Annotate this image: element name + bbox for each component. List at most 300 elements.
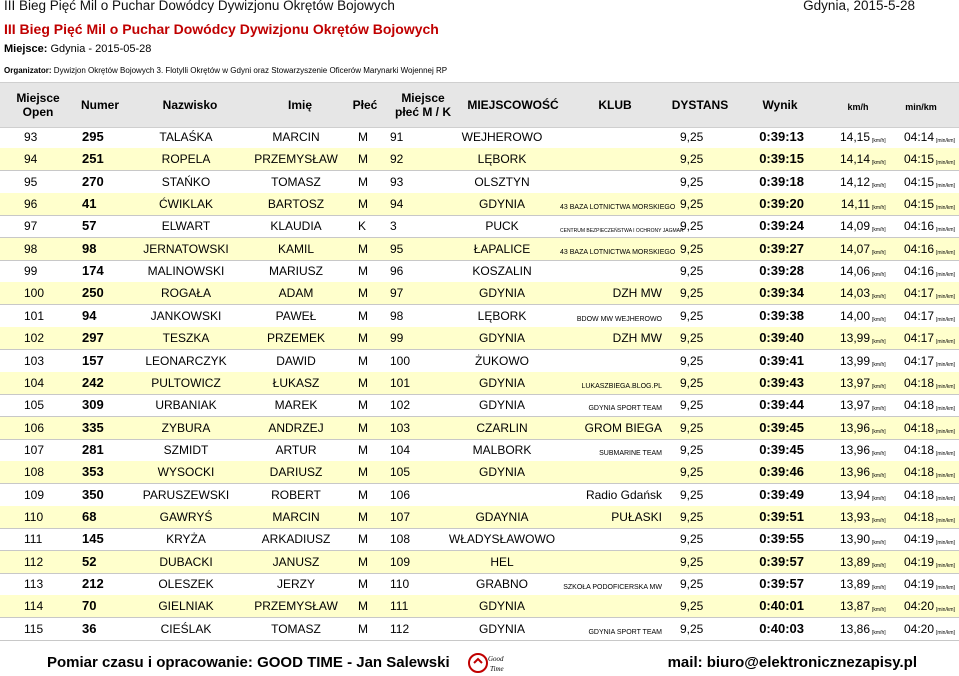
cell-place: 104 — [24, 375, 45, 390]
cell-place: 113 — [24, 577, 44, 591]
table-row — [0, 171, 959, 194]
top-bar — [0, 0, 959, 14]
table-row — [0, 528, 959, 551]
cell-result: 0:39:45 — [759, 419, 804, 435]
cell-kmh: 13,96 — [839, 465, 870, 480]
cell-sex: M — [358, 487, 368, 502]
cell-city: WŁADYSŁAWOWO — [448, 532, 556, 547]
cell-place: 96 — [24, 197, 38, 212]
cell-place: 103 — [24, 353, 45, 368]
cell-unit-kmh: [km/h] — [872, 205, 886, 212]
cell-kmh: 13,99 — [839, 331, 870, 346]
cell-result: 0:39:43 — [759, 374, 804, 390]
cell-unit-kmh: [km/h] — [872, 182, 886, 189]
header-place: Miejsce Open — [16, 91, 60, 119]
cell-firstname: ANDRZEJ — [268, 420, 324, 435]
cell-club: PUŁASKI — [611, 509, 662, 524]
table-row — [0, 551, 959, 574]
cell-sex: M — [358, 398, 368, 413]
table-row — [0, 238, 959, 261]
cell-club: DZH MW — [612, 331, 662, 346]
cell-number: 98 — [82, 240, 97, 256]
cell-unit-minkm: [min/km] — [936, 406, 955, 413]
cell-city: GDYNIA — [478, 286, 525, 301]
cell-club: CENTRUM BEZPIECZEŃSTWA I OCHRONY JAGMAR — [560, 228, 684, 235]
organizer-label: Organizator: — [4, 66, 52, 75]
cell-club: SUBMARINE TEAM — [599, 449, 662, 457]
cell-place-sex: 109 — [390, 554, 411, 569]
svg-text:Time: Time — [490, 665, 504, 673]
table-row — [0, 618, 959, 641]
cell-place-sex: 108 — [390, 532, 411, 547]
cell-kmh: 13,99 — [839, 353, 870, 368]
cell-place-sex: 96 — [390, 264, 404, 279]
cell-firstname: ROBERT — [271, 487, 321, 502]
cell-unit-minkm: [min/km] — [936, 450, 955, 457]
cell-unit-minkm: [min/km] — [936, 316, 955, 323]
cell-surname: SZMIDT — [163, 442, 209, 457]
cell-result: 0:39:15 — [759, 151, 804, 167]
cell-minkm: 04:18 — [903, 375, 934, 390]
cell-result: 0:39:46 — [759, 464, 804, 480]
table-row — [0, 282, 959, 305]
cell-distance: 9,25 — [680, 197, 704, 212]
cell-surname: GIELNIAK — [158, 599, 214, 614]
cell-unit-minkm: [min/km] — [936, 383, 955, 390]
cell-city: LĘBORK — [477, 308, 527, 323]
header-result: Wynik — [762, 98, 798, 112]
cell-unit-minkm: [min/km] — [936, 361, 955, 368]
cell-unit-kmh: [km/h] — [872, 629, 886, 636]
cell-club: DZH MW — [612, 286, 662, 301]
cell-city: GDYNIA — [478, 375, 525, 390]
cell-unit-kmh: [km/h] — [872, 450, 886, 457]
cell-minkm: 04:18 — [903, 487, 934, 502]
cell-kmh: 13,93 — [839, 509, 870, 524]
table-row — [0, 595, 959, 618]
cell-firstname: JANUSZ — [272, 554, 320, 569]
cell-distance: 9,25 — [680, 398, 704, 413]
cell-unit-minkm: [min/km] — [936, 294, 955, 301]
cell-club: Radio Gdańsk — [585, 487, 662, 502]
cell-city: GDYNIA — [478, 465, 525, 480]
cell-number: 145 — [82, 531, 104, 547]
cell-place: 101 — [24, 308, 45, 323]
cell-kmh: 14,07 — [839, 241, 870, 256]
cell-firstname: MARCIN — [272, 509, 320, 524]
cell-distance: 9,25 — [680, 442, 704, 457]
cell-firstname: TOMASZ — [271, 621, 321, 636]
cell-unit-minkm: [min/km] — [936, 629, 955, 636]
cell-surname: GAWRYŚ — [159, 509, 213, 524]
cell-unit-minkm: [min/km] — [936, 339, 955, 346]
cell-club: 43 BAZA LOTNICTWA MORSKIEGO — [560, 204, 676, 212]
cell-minkm: 04:20 — [903, 621, 934, 636]
cell-sex: M — [358, 465, 368, 480]
cell-kmh: 14,15 — [839, 130, 870, 144]
cell-result: 0:39:41 — [759, 352, 804, 368]
cell-firstname: MAREK — [274, 398, 318, 413]
cell-number: 350 — [82, 486, 104, 502]
cell-result: 0:39:57 — [759, 576, 804, 591]
cell-surname: ZYBURA — [161, 420, 211, 435]
cell-city: OLSZTYN — [474, 174, 530, 189]
cell-result: 0:39:45 — [759, 441, 804, 457]
cell-place-sex: 102 — [390, 398, 411, 413]
cell-city: WEJHEROWO — [461, 130, 543, 144]
cell-number: 353 — [82, 464, 104, 480]
cell-minkm: 04:17 — [903, 331, 934, 346]
cell-minkm: 04:16 — [903, 264, 934, 279]
table-row — [0, 260, 959, 283]
cell-firstname: PRZEMEK — [266, 331, 325, 346]
cell-sex: M — [358, 197, 368, 212]
cell-firstname: PRZEMYSŁAW — [254, 599, 338, 614]
cell-surname: PARUSZEWSKI — [142, 487, 230, 502]
cell-minkm: 04:15 — [903, 197, 934, 212]
place-label: Miejsce: — [4, 43, 48, 55]
cell-result: 0:39:51 — [759, 508, 804, 524]
cell-place: 99 — [24, 264, 38, 279]
cell-place-sex: 106 — [390, 487, 411, 502]
cell-sex: M — [358, 331, 368, 346]
cell-city: MALBORK — [472, 442, 532, 457]
cell-place-sex: 98 — [390, 308, 404, 323]
cell-unit-kmh: [km/h] — [872, 160, 886, 167]
cell-place-sex: 91 — [390, 130, 404, 144]
cell-place-sex: 94 — [390, 197, 404, 212]
cell-minkm: 04:15 — [903, 152, 934, 167]
cell-surname: ROPELA — [161, 152, 211, 167]
table-header — [0, 82, 959, 128]
cell-minkm: 04:18 — [903, 420, 934, 435]
cell-city: LĘBORK — [477, 152, 527, 167]
cell-number: 174 — [82, 263, 104, 279]
cell-distance: 9,25 — [680, 420, 704, 435]
cell-minkm: 04:16 — [903, 219, 934, 234]
cell-city: GDYNIA — [478, 398, 525, 413]
cell-number: 212 — [82, 576, 104, 591]
cell-surname: JERNATOWSKI — [143, 241, 229, 256]
header-city: MIEJSCOWOŚĆ — [467, 98, 559, 112]
cell-sex: M — [358, 308, 368, 323]
cell-number: 68 — [82, 508, 97, 524]
cell-place: 102 — [24, 331, 45, 346]
cell-place-sex: 97 — [390, 286, 404, 301]
cell-surname: JANKOWSKI — [150, 308, 222, 323]
cell-sex: M — [358, 532, 368, 547]
cell-distance: 9,25 — [680, 599, 704, 614]
cell-kmh: 14,12 — [839, 174, 870, 189]
cell-kmh: 13,87 — [839, 599, 870, 614]
cell-number: 52 — [82, 553, 97, 569]
footer-email: mail: biuro@elektronicznezapisy.pl — [667, 654, 917, 671]
cell-unit-minkm: [min/km] — [936, 205, 955, 212]
cell-kmh: 13,89 — [839, 577, 870, 591]
cell-unit-kmh: [km/h] — [872, 249, 886, 256]
table-row — [0, 193, 959, 216]
cell-place: 106 — [24, 420, 45, 435]
cell-place-sex: 110 — [390, 577, 410, 591]
table-row — [0, 573, 959, 596]
cell-unit-minkm: [min/km] — [936, 138, 955, 144]
cell-city: ŻUKOWO — [475, 353, 529, 368]
cell-place: 93 — [24, 130, 38, 144]
cell-firstname: ARTUR — [275, 442, 317, 457]
cell-club: LUKASZBIEGA.BLOG.PL — [581, 382, 662, 390]
cell-number: 335 — [82, 419, 104, 435]
cell-place-sex: 3 — [390, 219, 397, 234]
cell-distance: 9,25 — [680, 554, 704, 569]
cell-unit-kmh: [km/h] — [872, 428, 886, 435]
cell-place-sex: 99 — [390, 331, 404, 346]
cell-number: 281 — [82, 441, 104, 457]
cell-city: ŁAPALICE — [473, 241, 531, 256]
good-time-logo-icon — [466, 650, 512, 676]
cell-place: 97 — [24, 219, 38, 234]
cell-place: 98 — [24, 241, 38, 256]
cell-city: CZARLIN — [476, 420, 528, 435]
cell-number: 297 — [82, 330, 104, 346]
cell-surname: TALAŚKA — [159, 130, 213, 144]
cell-sex: M — [358, 241, 368, 256]
cell-place: 110 — [24, 509, 44, 524]
cell-result: 0:40:01 — [759, 598, 804, 614]
cell-distance: 9,25 — [680, 241, 704, 256]
cell-result: 0:40:03 — [759, 620, 804, 636]
header-firstname: Imię — [287, 98, 312, 112]
cell-result: 0:39:40 — [759, 330, 804, 346]
cell-minkm: 04:18 — [903, 398, 934, 413]
organizer-line — [4, 66, 447, 75]
cell-sex: M — [358, 442, 368, 457]
cell-unit-minkm: [min/km] — [936, 249, 955, 256]
cell-surname: ROGAŁA — [160, 286, 211, 301]
cell-kmh: 13,96 — [839, 442, 870, 457]
cell-city: GDAYNIA — [475, 509, 529, 524]
cell-firstname: ARKADIUSZ — [261, 532, 331, 547]
cell-place-sex: 107 — [390, 509, 411, 524]
cell-city: GDYNIA — [478, 621, 525, 636]
cell-kmh: 13,97 — [839, 375, 870, 390]
table-row — [0, 148, 959, 171]
cell-distance: 9,25 — [680, 577, 704, 591]
cell-distance: 9,25 — [680, 308, 704, 323]
cell-distance: 9,25 — [680, 152, 704, 167]
cell-city: HEL — [490, 554, 514, 569]
cell-distance: 9,25 — [680, 621, 704, 636]
cell-surname: DUBACKI — [159, 554, 213, 569]
cell-kmh: 13,86 — [839, 621, 870, 636]
cell-place-sex: 101 — [390, 375, 411, 390]
cell-sex: M — [358, 577, 368, 591]
cell-minkm: 04:19 — [903, 532, 934, 547]
footer-credit: Pomiar czasu i opracowanie: GOOD TIME - Jan Salewski — [47, 654, 450, 671]
cell-place-sex: 95 — [390, 241, 404, 256]
cell-firstname: MARIUSZ — [269, 264, 323, 279]
cell-city: GDYNIA — [478, 331, 525, 346]
table-row — [0, 417, 959, 440]
cell-city: KOSZALIN — [472, 264, 532, 279]
cell-distance: 9,25 — [680, 509, 704, 524]
cell-surname: OLESZEK — [158, 577, 214, 591]
cell-minkm: 04:20 — [903, 599, 934, 614]
cell-number: 41 — [82, 196, 97, 212]
cell-result: 0:39:20 — [759, 196, 804, 212]
cell-surname: WYSOCKI — [157, 465, 215, 480]
cell-place: 107 — [24, 442, 45, 457]
cell-number: 70 — [82, 598, 97, 614]
cell-surname: KRYŻA — [166, 532, 206, 547]
cell-unit-kmh: [km/h] — [872, 272, 886, 279]
cell-distance: 9,25 — [680, 331, 704, 346]
cell-place: 105 — [24, 398, 45, 413]
cell-firstname: TOMASZ — [271, 174, 321, 189]
cell-unit-minkm: [min/km] — [936, 607, 955, 614]
organizer-value: Dywizjon Okrętów Bojowych 3. Flotylli Okrętów w Gdyni oraz Stowarzyszenie Oficerów Marynarki Wojennej RP — [53, 66, 448, 75]
cell-kmh: 14,09 — [839, 219, 870, 234]
cell-place-sex: 100 — [390, 353, 411, 368]
header-minkm: min/km — [905, 102, 937, 112]
table-row — [0, 305, 959, 328]
cell-firstname: ADAM — [278, 286, 314, 301]
place-line — [4, 43, 151, 55]
cell-sex: M — [358, 174, 368, 189]
cell-city: GDYNIA — [478, 197, 525, 212]
cell-minkm: 04:18 — [903, 465, 934, 480]
cell-number: 157 — [82, 352, 104, 368]
cell-sex: K — [358, 219, 367, 234]
cell-club: GROM BIEGA — [584, 420, 662, 435]
cell-unit-kmh: [km/h] — [872, 227, 886, 234]
cell-unit-minkm: [min/km] — [936, 182, 955, 189]
table-row — [0, 327, 959, 350]
header-club: KLUB — [598, 98, 632, 112]
cell-place-sex: 92 — [390, 152, 404, 167]
cell-kmh: 14,03 — [839, 286, 870, 301]
cell-place-sex: 104 — [390, 442, 411, 457]
cell-sex: M — [358, 420, 368, 435]
cell-distance: 9,25 — [680, 487, 704, 502]
table-row — [0, 215, 959, 238]
cell-result: 0:39:57 — [759, 553, 804, 569]
cell-firstname: JERZY — [276, 577, 315, 591]
cell-result: 0:39:55 — [759, 531, 804, 547]
cell-minkm: 04:14 — [903, 130, 934, 144]
table-row — [0, 439, 959, 462]
cell-kmh: 13,94 — [839, 487, 870, 502]
cell-minkm: 04:15 — [903, 174, 934, 189]
cell-surname: CIEŚLAK — [160, 621, 212, 636]
cell-number: 36 — [82, 620, 97, 636]
cell-unit-kmh: [km/h] — [872, 406, 886, 413]
cell-surname: ĆWIKLAK — [158, 197, 213, 212]
cell-unit-minkm: [min/km] — [936, 272, 955, 279]
cell-surname: PULTOWICZ — [151, 375, 221, 390]
cell-unit-kmh: [km/h] — [872, 361, 886, 368]
cell-unit-minkm: [min/km] — [936, 540, 955, 547]
cell-distance: 9,25 — [680, 286, 704, 301]
cell-minkm: 04:19 — [903, 577, 934, 591]
cell-surname: URBANIAK — [155, 398, 217, 413]
cell-unit-kmh: [km/h] — [872, 339, 886, 346]
cell-firstname: DARIUSZ — [269, 465, 323, 480]
cell-place: 115 — [24, 621, 44, 636]
cell-place: 109 — [24, 487, 45, 502]
cell-unit-minkm: [min/km] — [936, 227, 955, 234]
header-kmh: km/h — [847, 102, 869, 112]
page-title: III Bieg Pięć Mil o Puchar Dowódcy Dywizjonu Okrętów Bojowych — [4, 21, 439, 37]
cell-place: 100 — [24, 286, 45, 301]
cell-kmh: 13,90 — [839, 532, 870, 547]
cell-unit-kmh: [km/h] — [872, 517, 886, 524]
cell-firstname: MARCIN — [272, 130, 320, 144]
cell-minkm: 04:16 — [903, 241, 934, 256]
cell-number: 251 — [82, 151, 104, 167]
cell-city: GRABNO — [475, 577, 528, 591]
cell-minkm: 04:18 — [903, 442, 934, 457]
cell-minkm: 04:17 — [903, 286, 934, 301]
cell-place-sex: 105 — [390, 465, 411, 480]
cell-unit-kmh: [km/h] — [872, 585, 886, 591]
cell-distance: 9,25 — [680, 375, 704, 390]
cell-sex: M — [358, 152, 368, 167]
table-row — [0, 506, 959, 529]
cell-club: SZKOŁA PODOFICERSKA MW — [563, 584, 662, 591]
cell-kmh: 14,11 — [840, 197, 870, 212]
cell-kmh: 13,89 — [839, 554, 870, 569]
cell-result: 0:39:49 — [759, 486, 804, 502]
cell-unit-kmh: [km/h] — [872, 383, 886, 390]
cell-place: 111 — [24, 532, 43, 547]
cell-club: GDYNIA SPORT TEAM — [588, 628, 662, 636]
cell-unit-kmh: [km/h] — [872, 473, 886, 480]
cell-firstname: PRZEMYSŁAW — [254, 152, 338, 167]
header-place-sex: Miejsce płeć M / K — [394, 91, 451, 119]
cell-result: 0:39:13 — [759, 129, 804, 144]
cell-sex: M — [358, 353, 368, 368]
header-number: Numer — [80, 98, 119, 112]
event-date: Gdynia, 2015-5-28 — [803, 0, 915, 13]
table-row — [0, 394, 959, 417]
cell-number: 94 — [82, 307, 97, 323]
cell-kmh: 14,14 — [839, 152, 870, 167]
cell-result: 0:39:27 — [759, 240, 804, 256]
cell-minkm: 04:19 — [903, 554, 934, 569]
footer — [0, 650, 959, 676]
cell-distance: 9,25 — [680, 532, 704, 547]
cell-sex: M — [358, 509, 368, 524]
header-sex: Płeć — [352, 98, 378, 112]
cell-distance: 9,25 — [680, 264, 704, 279]
header-distance: DYSTANS — [671, 98, 729, 112]
cell-unit-minkm: [min/km] — [936, 495, 955, 502]
cell-place-sex: 103 — [390, 420, 411, 435]
cell-result: 0:39:28 — [759, 263, 804, 279]
place-value: Gdynia - 2015-05-28 — [50, 43, 152, 55]
cell-minkm: 04:17 — [903, 353, 934, 368]
cell-number: 270 — [82, 173, 104, 189]
cell-unit-kmh: [km/h] — [872, 607, 886, 614]
header-surname: Nazwisko — [162, 98, 218, 112]
cell-firstname: PAWEŁ — [275, 308, 317, 323]
cell-number: 242 — [82, 374, 104, 390]
cell-sex: M — [358, 286, 368, 301]
cell-unit-kmh: [km/h] — [872, 138, 886, 144]
cell-unit-minkm: [min/km] — [936, 473, 955, 480]
cell-number: 57 — [82, 218, 97, 234]
cell-unit-kmh: [km/h] — [872, 562, 886, 569]
